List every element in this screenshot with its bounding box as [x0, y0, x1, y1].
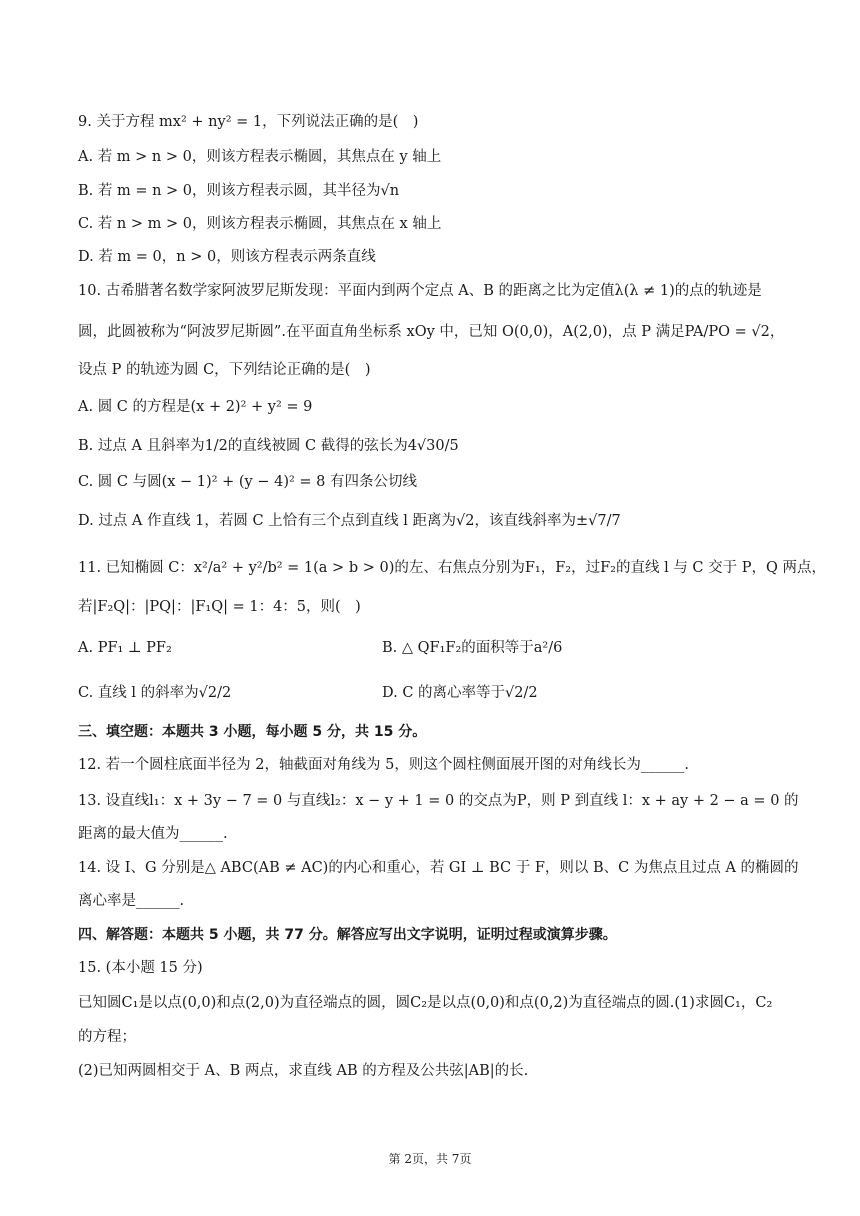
q10-option-b: B. 过点 A 且斜率为1/2的直线被圆 C 截得的弦长为4√30/5: [78, 438, 459, 454]
q15-line3: (2)已知两圆相交于 A、B 两点，求直线 AB 的方程及公共弦|AB|的长.: [78, 1063, 529, 1079]
q9-stem: 9. 关于方程 mx² + ny² = 1，下列说法正确的是( ): [78, 114, 419, 130]
q15-line2: 的方程；: [78, 1029, 136, 1045]
q10-option-c: C. 圆 C 与圆(x − 1)² + (y − 4)² = 8 有四条公切线: [78, 474, 417, 490]
q12: 12. 若一个圆柱底面半径为 2，轴截面对角线为 5，则这个圆柱侧面展开图的对角线长为______.: [78, 757, 689, 773]
q9-option-b: B. 若 m = n > 0，则该方程表示圆，其半径为√n: [78, 183, 400, 199]
page-footer: 第 2页，共 7页: [388, 1152, 472, 1166]
q9-option-a: A. 若 m > n > 0，则该方程表示椭圆，其焦点在 y 轴上: [78, 149, 442, 165]
q10-option-a: A. 圆 C 的方程是(x + 2)² + y² = 9: [78, 399, 313, 415]
q11-option-a: A. PF₁ ⊥ PF₂: [78, 640, 172, 656]
q11-option-c: C. 直线 l 的斜率为√2/2: [78, 685, 232, 701]
q13-line2: 距离的最大值为______.: [78, 826, 228, 842]
q9-option-c: C. 若 n > m > 0，则该方程表示椭圆，其焦点在 x 轴上: [78, 216, 442, 232]
q15-line1: 已知圆C₁是以点(0,0)和点(2,0)为直径端点的圆，圆C₂是以点(0,0)和点(0,2)为直径端点的圆.(1)求圆C₁，C₂: [78, 995, 773, 1011]
q11-option-d: D. C 的离心率等于√2/2: [382, 685, 538, 701]
q14-line1: 14. 设 I、G 分别是△ ABC(AB ≠ AC)的内心和重心，若 GI ⊥ BC 于 F，则以 B、C 为焦点且过点 A 的椭圆的: [78, 860, 799, 876]
q14-line2: 离心率是______.: [78, 893, 185, 909]
q11-stem-line1: 11. 已知椭圆 C：x²/a² + y²/b² = 1(a > b > 0)的左、右焦点分别为F₁，F₂，过F₂的直线 l 与 C 交于 P，Q 两点，: [78, 560, 827, 576]
q11-option-b: B. △ QF₁F₂的面积等于a²/6: [382, 640, 563, 656]
section-3-heading: 三、填空题：本题共 3 小题，每小题 5 分，共 15 分。: [78, 724, 427, 740]
q13-line1: 13. 设直线l₁：x + 3y − 7 = 0 与直线l₂：x − y + 1 = 0 的交点为P，则 P 到直线 l：x + ay + 2 − a = 0 的: [78, 793, 799, 809]
q10-stem-line2: 圆，此圆被称为“阿波罗尼斯圆”.在平面直角坐标系 xOy 中，已知 O(0,0)，A(2,0)，点 P 满足PA/PO = √2，: [78, 324, 785, 340]
q15-heading: 15. (本小题 15 分): [78, 960, 203, 976]
q10-option-d: D. 过点 A 作直线 1，若圆 C 上恰有三个点到直线 l 距离为√2，该直线斜率为±√7/7: [78, 513, 621, 529]
q10-stem-line3: 设点 P 的轨迹为圆 C，下列结论正确的是( ): [78, 362, 371, 378]
q10-stem-line1: 10. 古希腊著名数学家阿波罗尼斯发现：平面内到两个定点 A、B 的距离之比为定值λ(λ ≠ 1)的点的轨迹是: [78, 283, 762, 299]
q11-stem-line2: 若|F₂Q|：|PQ|：|F₁Q| = 1：4：5，则( ): [78, 599, 361, 615]
section-4-heading: 四、解答题：本题共 5 小题，共 77 分。解答应写出文字说明，证明过程或演算步骤。: [78, 927, 617, 943]
q9-option-d: D. 若 m = 0，n > 0，则该方程表示两条直线: [78, 249, 376, 265]
